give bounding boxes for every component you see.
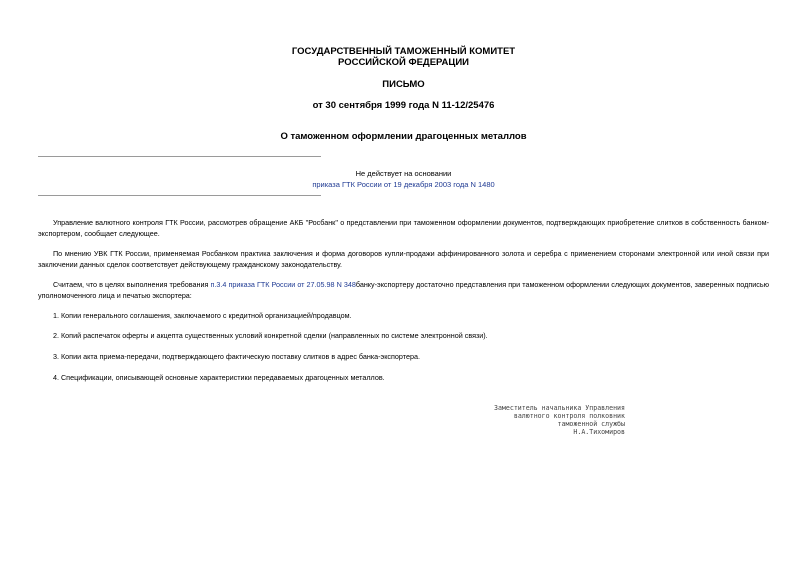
list-item-4: 4. Спецификации, описывающей основные характеристики передаваемых драгоценных металлов. (53, 373, 385, 382)
divider-top (38, 156, 321, 157)
paragraph-3-start: Считаем, что в целях выполнения требования (53, 280, 211, 289)
document-subject: О таможенном оформлении драгоценных металлов (280, 131, 527, 142)
signature-line3: таможенной службы (557, 420, 625, 428)
status-order-link[interactable]: приказа ГТК России от 19 декабря 2003 года N 1480 (312, 180, 495, 189)
document-type: ПИСЬМО (382, 79, 425, 90)
status-note: Не действует на основании (355, 169, 452, 178)
signature-line2: валютного контроля полковник (513, 412, 625, 420)
signature-line1: Заместитель начальника Управления (493, 404, 625, 412)
paragraph-3 (38, 280, 769, 301)
list-item-3: 3. Копии акта приема-передачи, подтверждающего фактическую поставку слитков в адрес банка-экспортера. (53, 352, 420, 361)
list-item-1: 1. Копии генерального соглашения, заключаемого с кредитной организацией/продавцом. (53, 311, 352, 320)
org-title-line2: РОССИЙСКОЙ ФЕДЕРАЦИИ (337, 57, 469, 68)
status-link-wrap (0, 180, 807, 189)
org-title-line1: ГОСУДАРСТВЕННЫЙ ТАМОЖЕННЫЙ КОМИТЕТ (291, 46, 516, 57)
paragraph-2: По мнению УВК ГТК России, применяемая Росбанком практика заключения и форма договоров купли-продажи аффинированного золота и серебра с применением сторонами электронной или иной связи при заключении данных сделок соответствует действующему гражданскому законодательству. (38, 249, 769, 269)
order-348-link[interactable]: п.3.4 приказа ГТК России от 27.05.98 N 348 (210, 280, 356, 289)
paragraph-3-end: банку-экспортеру достаточно представления при таможенном оформлении следующих документов, заверенных подписью уполномоченного лица и печатью экспортера: (38, 280, 769, 300)
document-date-number: от 30 сентября 1999 года N 11-12/25476 (312, 100, 495, 111)
paragraph-1: Управление валютного контроля ГТК России, рассмотрев обращение АКБ "Росбанк" о представлении при таможенном оформлении документов, подтверждающих приобретение слитков в собственность банком-экспортером, сообщает следующее. (38, 218, 769, 238)
divider-bottom (38, 195, 321, 196)
list-item-2: 2. Копий распечаток оферты и акцепта существенных условий конкретной сделки (направленных по системе электронной связи). (53, 331, 488, 340)
signature-line4: Н.А.Тихомиров (573, 428, 625, 436)
